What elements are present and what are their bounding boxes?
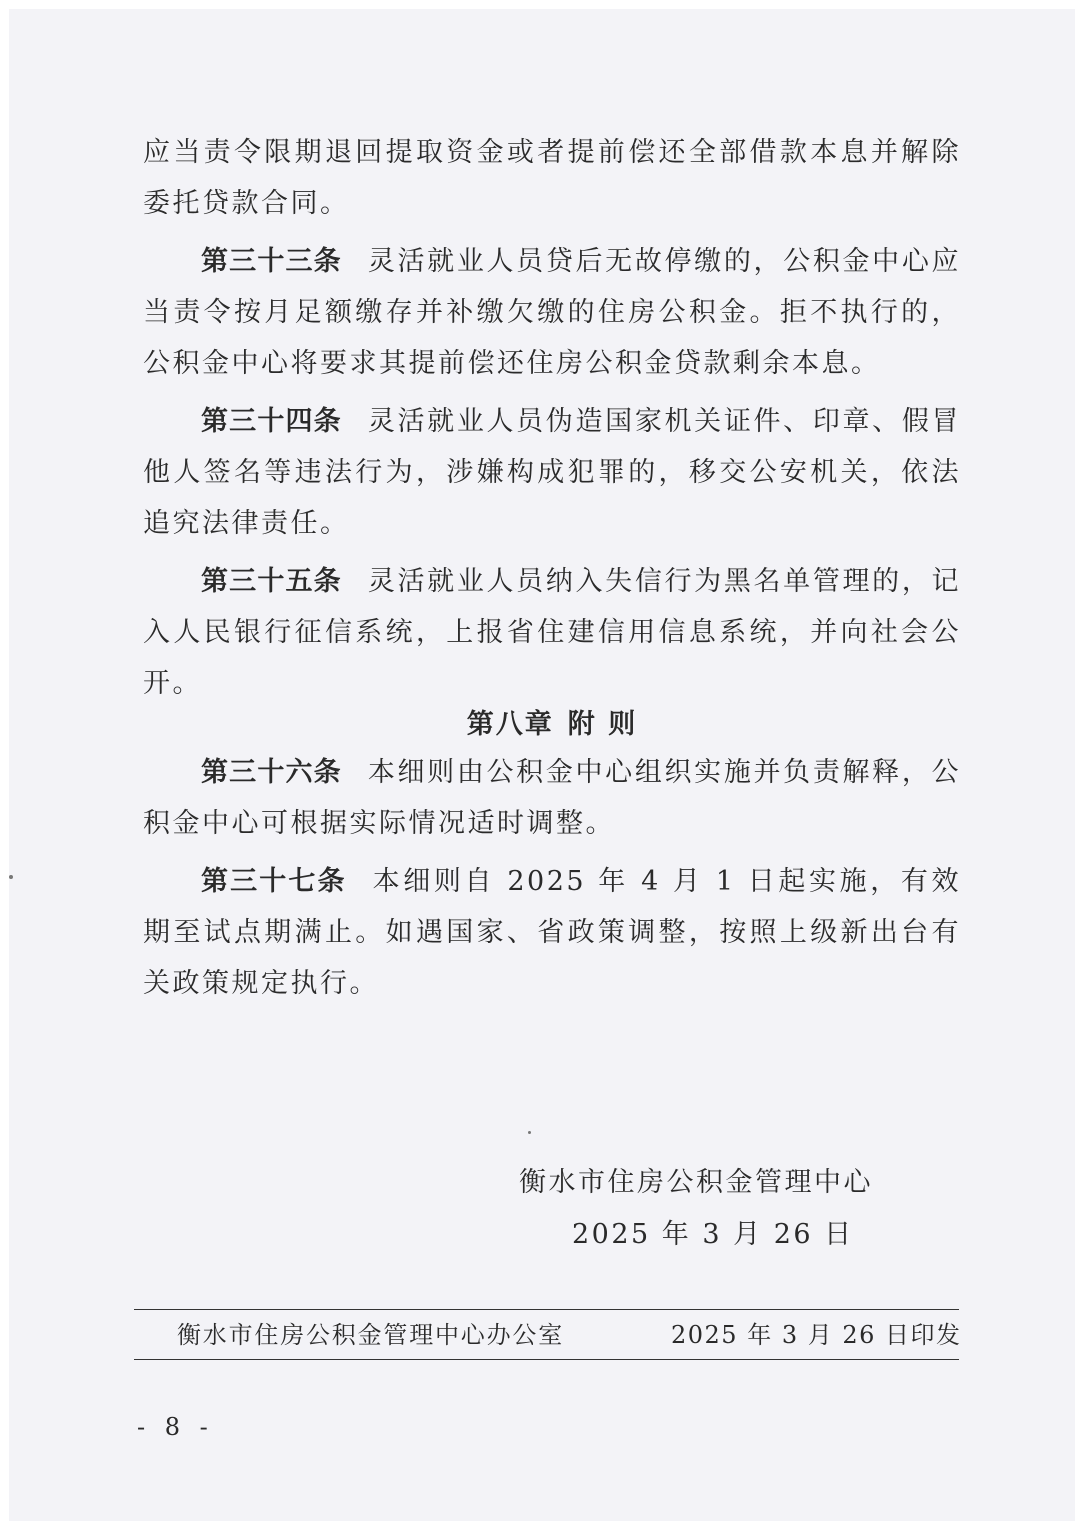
chapter-heading	[143, 699, 961, 750]
footer-issue-date: 2025 年 3 月 26 日印发	[671, 1321, 962, 1349]
article-34-text: 灵活就业人员伪造国家机关证件、印章、假冒他人签名等违法行为，涉嫌构成犯罪的，移交公安机关，依法追究法律责任。	[143, 406, 962, 539]
article-35-text: 灵活就业人员纳入失信行为黑名单管理的，记入人民银行征信系统，上报省住建信用信息系统，并向社会公开。	[143, 566, 962, 699]
signature-org: 衡水市住房公积金管理中心	[519, 1167, 873, 1198]
article-37-heading: 第三十七条	[201, 866, 347, 897]
chapter-name: 附 则	[567, 709, 638, 740]
article-34-heading: 第三十四条	[201, 406, 342, 437]
signature-block	[519, 1157, 873, 1261]
article-35	[143, 556, 961, 709]
article-34	[143, 396, 961, 549]
signature-date: 2025 年 3 月 26 日	[572, 1219, 854, 1250]
article-33	[143, 236, 961, 389]
body-text-2	[143, 747, 961, 1016]
page-number: - 8 -	[137, 1413, 214, 1441]
article-36	[143, 747, 961, 849]
footer-rule-bottom	[134, 1359, 959, 1360]
article-36-text: 本细则由公积金中心组织实施并负责解释，公积金中心可根据实际情况适时调整。	[143, 757, 962, 839]
scan-speck	[528, 1131, 531, 1134]
article-35-heading: 第三十五条	[201, 566, 342, 597]
article-36-heading: 第三十六条	[201, 757, 342, 788]
article-33-text: 灵活就业人员贷后无故停缴的，公积金中心应当责令按月足额缴存并补缴欠缴的住房公积金。拒不执行的，公积金中心将要求其提前偿还住房公积金贷款剩余本息。	[143, 246, 962, 379]
article-37	[143, 856, 961, 1009]
scan-speck	[9, 875, 13, 879]
document-page	[9, 9, 1075, 1521]
chapter-number: 第八章	[466, 709, 554, 740]
paragraph-continuation: 应当责令限期退回提取资金或者提前偿还全部借款本息并解除委托贷款合同。	[143, 137, 961, 219]
body-text	[143, 127, 961, 716]
footer-issuer: 衡水市住房公积金管理中心办公室	[177, 1321, 564, 1349]
footer-rule-top	[134, 1309, 959, 1310]
article-33-heading: 第三十三条	[201, 246, 342, 277]
article-37-text: 本细则自 2025 年 4 月 1 日起实施，有效期至试点期满止。如遇国家、省政策调整，按照上级新出台有关政策规定执行。	[143, 866, 961, 999]
